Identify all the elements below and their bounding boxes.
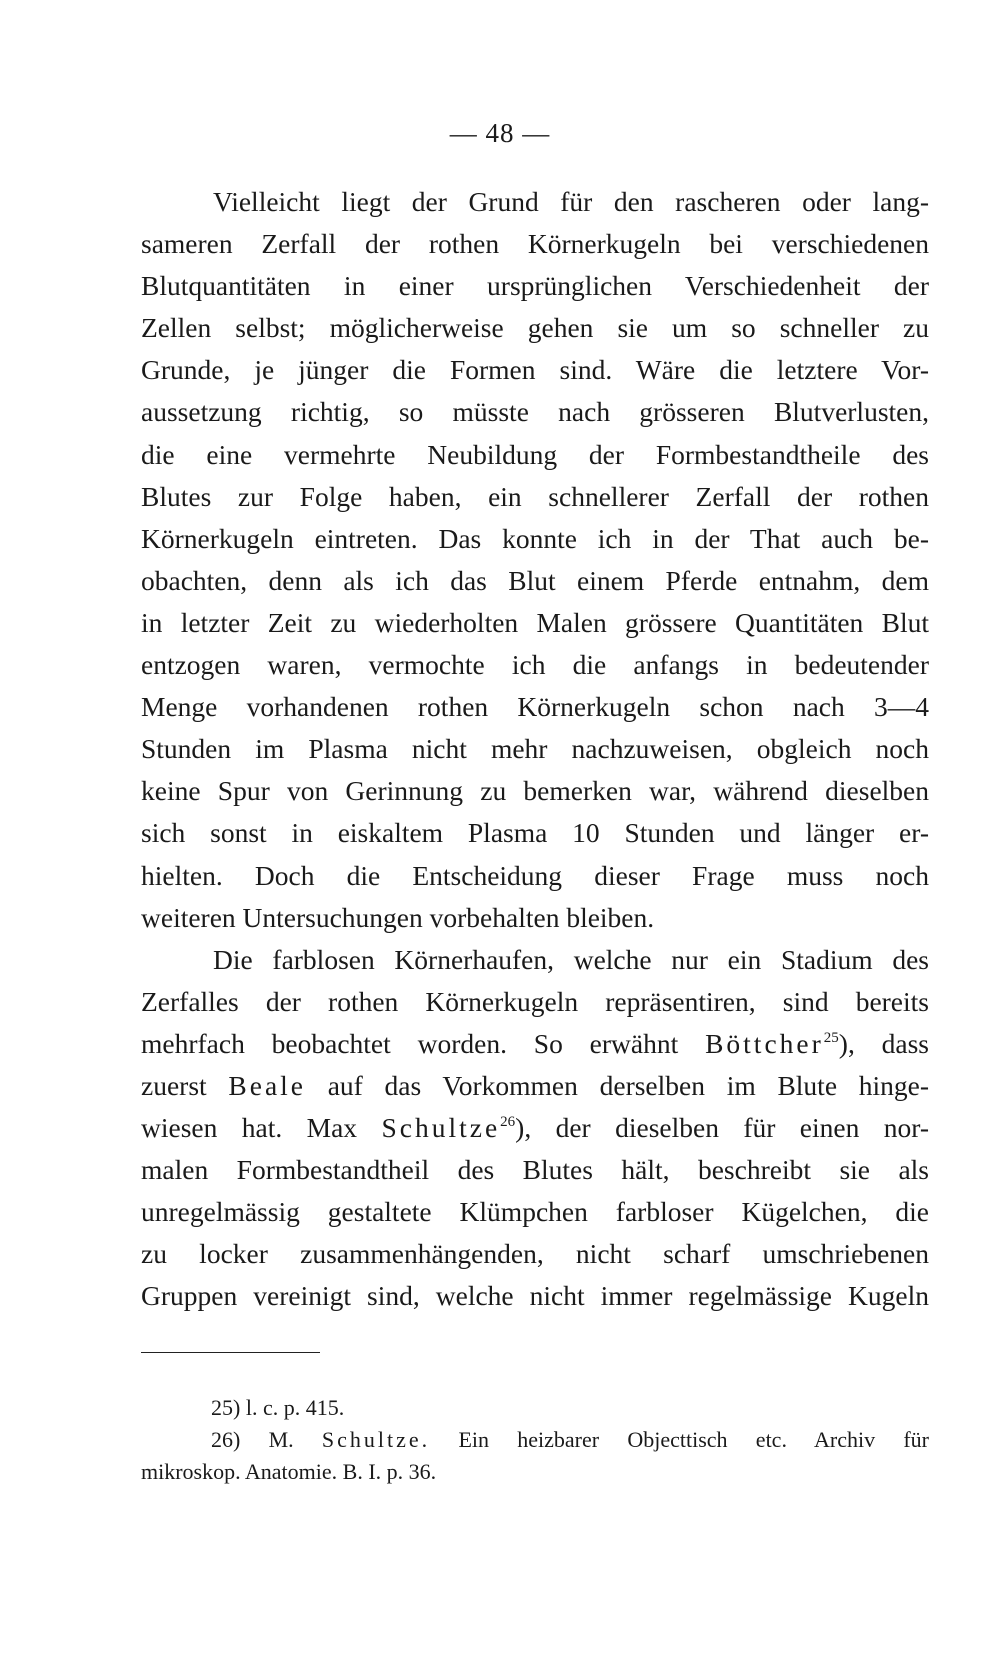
text-line bbox=[141, 1065, 929, 1107]
text-line: unregelmässig gestaltete Klümpchen farbloser Kügelchen, die bbox=[141, 1196, 929, 1228]
text-line: Gruppen vereinigt sind, welche nicht immer regelmässige Kugeln bbox=[141, 1280, 929, 1312]
footnote-ref[interactable]: 25 bbox=[823, 1029, 839, 1046]
body-text bbox=[141, 181, 929, 1318]
paragraph-2 bbox=[141, 939, 929, 1318]
author-name: Schultze bbox=[381, 1112, 501, 1144]
text-segment: zuerst bbox=[141, 1069, 207, 1101]
text-line: Blutes zur Folge haben, ein schnellerer Zerfall der rothen bbox=[141, 480, 929, 512]
text-line: sich sonst in eiskaltem Plasma 10 Stunden und länger er- bbox=[141, 817, 929, 849]
text-line: Körnerkugeln eintreten. Das konnte ich in der That auch be- bbox=[141, 522, 929, 554]
text-line: Zerfalles der rothen Körnerkugeln repräsentiren, sind bereits bbox=[141, 985, 929, 1017]
text-line: weiteren Untersuchungen vorbehalten bleiben. bbox=[141, 901, 655, 933]
text-line: die eine vermehrte Neubildung der Formbestandtheile des bbox=[141, 438, 929, 470]
text-line: malen Formbestandtheil des Blutes hält, beschreibt sie als bbox=[141, 1154, 929, 1186]
footnote-26-continuation: mikroskop. Anatomie. B. I. p. 36. bbox=[141, 1459, 437, 1484]
footnotes bbox=[141, 1392, 929, 1488]
text-segment: auf das Vorkommen derselben im Blute hinge- bbox=[327, 1069, 929, 1101]
text-line bbox=[141, 1023, 929, 1065]
text-line: Grunde, je jünger die Formen sind. Wäre die letztere Vor- bbox=[141, 354, 929, 386]
author-name: Beale bbox=[228, 1069, 306, 1101]
text-segment: ), dass bbox=[838, 1027, 930, 1059]
text-line: Menge vorhandenen rothen Körnerkugeln schon nach 3—4 bbox=[141, 691, 929, 723]
text-line: sameren Zerfall der rothen Körnerkugeln bei verschiedenen bbox=[141, 228, 929, 260]
footnote-25: 25) l. c. p. 415. bbox=[211, 1395, 345, 1420]
paragraph-1 bbox=[141, 181, 929, 939]
text-line: keine Spur von Gerinnung zu bemerken war, während dieselben bbox=[141, 775, 929, 807]
text-line: Vielleicht liegt der Grund für den rascheren oder lang- bbox=[213, 186, 929, 217]
author-name: Schultze. bbox=[321, 1427, 431, 1452]
footnote-divider bbox=[141, 1352, 320, 1353]
text-line: Stunden im Plasma nicht mehr nachzuweisen, obgleich noch bbox=[141, 733, 929, 765]
footnote-ref[interactable]: 26 bbox=[500, 1114, 516, 1131]
text-line: aussetzung richtig, so müsste nach grösseren Blutverlusten, bbox=[141, 396, 929, 428]
text-line: Zellen selbst; möglicherweise gehen sie um so schneller zu bbox=[141, 312, 929, 344]
text-line: entzogen waren, vermochte ich die anfangs in bedeutender bbox=[141, 649, 929, 681]
footnote-26 bbox=[141, 1424, 929, 1456]
text-segment: mehrfach beobachtet worden. So erwähnt bbox=[141, 1027, 679, 1059]
author-name: Böttcher bbox=[705, 1027, 824, 1059]
text-segment: wiesen hat. Max bbox=[141, 1112, 358, 1144]
text-segment: 26) M. bbox=[211, 1427, 294, 1452]
text-line: Die farblosen Körnerhaufen, welche nur ein Stadium des bbox=[213, 943, 929, 975]
text-line: hielten. Doch die Entscheidung dieser Frage muss noch bbox=[141, 859, 929, 891]
text-line: obachten, denn als ich das Blut einem Pferde entnahm, dem bbox=[141, 564, 929, 596]
text-line: zu locker zusammenhängenden, nicht scharf umschriebenen bbox=[141, 1238, 929, 1270]
page-number: — 48 — bbox=[449, 118, 551, 148]
text-line: in letzter Zeit zu wiederholten Malen grössere Quantitäten Blut bbox=[141, 606, 929, 638]
text-line: Blutquantitäten in einer ursprünglichen Verschiedenheit der bbox=[141, 270, 929, 302]
text-line bbox=[141, 1107, 929, 1149]
text-segment: Ein heizbarer Objecttisch etc. Archiv für bbox=[458, 1427, 929, 1452]
text-segment: ), der dieselben für einen nor- bbox=[515, 1112, 930, 1144]
